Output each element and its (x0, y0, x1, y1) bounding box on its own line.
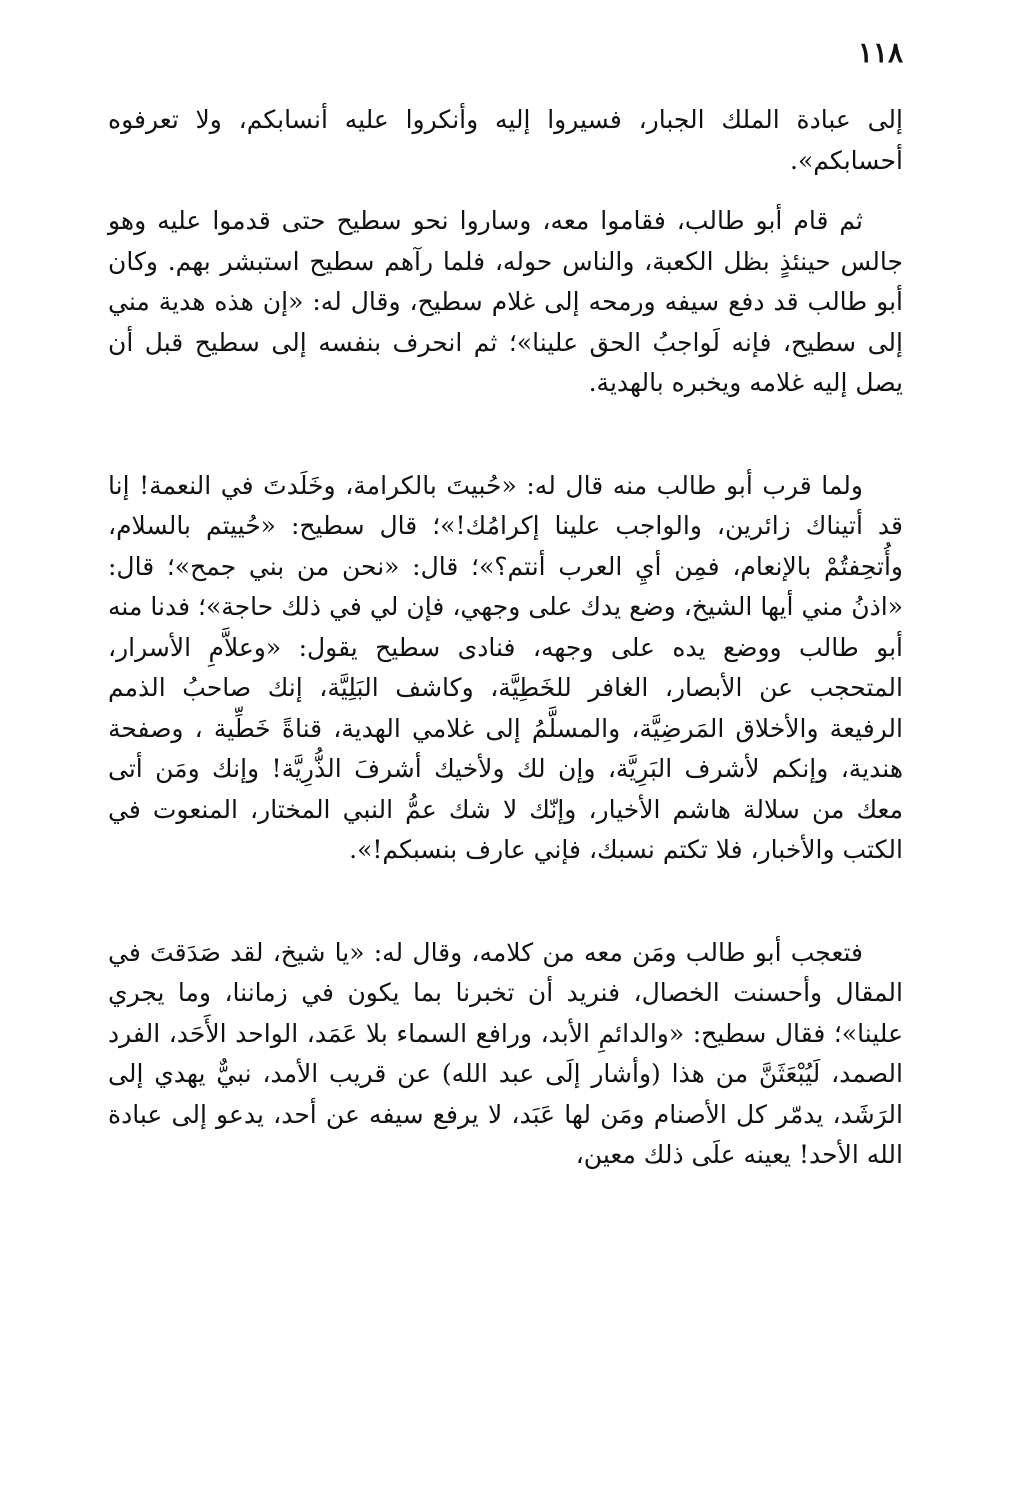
paragraph-spacer (108, 404, 903, 466)
paragraph-1: إلى عبادة الملك الجبار، فسيروا إليه وأنكروا عليه أنسابكم، ولا تعرفوه أحسابكم». (108, 105, 903, 175)
paragraph-3: ولما قرب أبو طالب منه قال له: «حُبيتَ بالكرامة، وخَلَدتَ في النعمة! إنا قد أتيناك زائرين، والواجب علينا إكرامُك!»؛ قال سطيح: «حُييتم بالسلام، وأُتحِفتُمْ بالإنعام، فمِن أيِ العرب أنتم؟»؛ قال: «نحن من بني جمح»؛ قال: «اذنُ مني أيها الشيخ، وضع يدك على وجهي، فإن لي في ذلك حاجة»؛ فدنا منه أبو طالب ووضع يده على وجهه، فنادى سطيح يقول: «وعلاَّمِ الأسرار، المتحجب عن الأبصار، الغافر للخَطِيَّة، وكاشف البَلِيَّة، إنك صاحبُ الذمم الرفيعة والأخلاق المَرضِيَّة، والمسلَّمُ إلى غلامي الهدية، قناةً خَطِّية ، وصفحة هندية، وإنكم لأشرف البَرِيَّة، وإن لك ولأخيك أشرفَ الذُّرِيَّة! وإنك ومَن أتى معك من سلالة هاشم الأخيار، وإنّك لا شك عمُّ النبي المختار، المنعوت في الكتب والأخبار، فلا تكتم نسبك، فإني عارف بنسبكم!». (108, 470, 903, 864)
paragraph-spacer (108, 181, 903, 201)
page-number: ١١٨ (857, 36, 903, 69)
paragraph-4: فتعجب أبو طالب ومَن معه من كلامه، وقال له: «يا شيخ، لقد صَدَقتَ في المقال وأحسنت الخصال، فنريد أن تخبرنا بما يكون في زماننا، وما يجري علينا»؛ فقال سطيح: «والدائمِ الأبد، ورافع السماء بلا عَمَد، الواحد الأَحَد، الفرد الصمد، لَيُبْعَثَنَّ من هذا (وأشار إلَى عبد الله) عن قريب الأمد، نبيٌّ يهدي إلى الرَشَد، يدمّر كل الأصنام ومَن لها عَبَد، لا يرفع سيفه عن أحد، يدعو إلى عبادة الله الأحد! يعينه علَى ذلك معين، (108, 937, 903, 1169)
paragraph-spacer (108, 871, 903, 933)
paragraph-2: ثم قام أبو طالب، فقاموا معه، وساروا نحو سطيح حتى قدموا عليه وهو جالس حينئذٍ بظل الكعبة، والناس حوله، فلما رآهم سطيح استبشر بهم. وكان أبو طالب قد دفع سيفه ورمحه إلى غلام سطيح، وقال له: «إن هذه هدية مني إلى سطيح، فإنه لَواجبُ الحق علينا»؛ ثم انحرف بنفسه إلى سطيح قبل أن يصل إليه غلامه ويخبره بالهدية. (108, 206, 903, 397)
body-text (108, 100, 903, 1176)
